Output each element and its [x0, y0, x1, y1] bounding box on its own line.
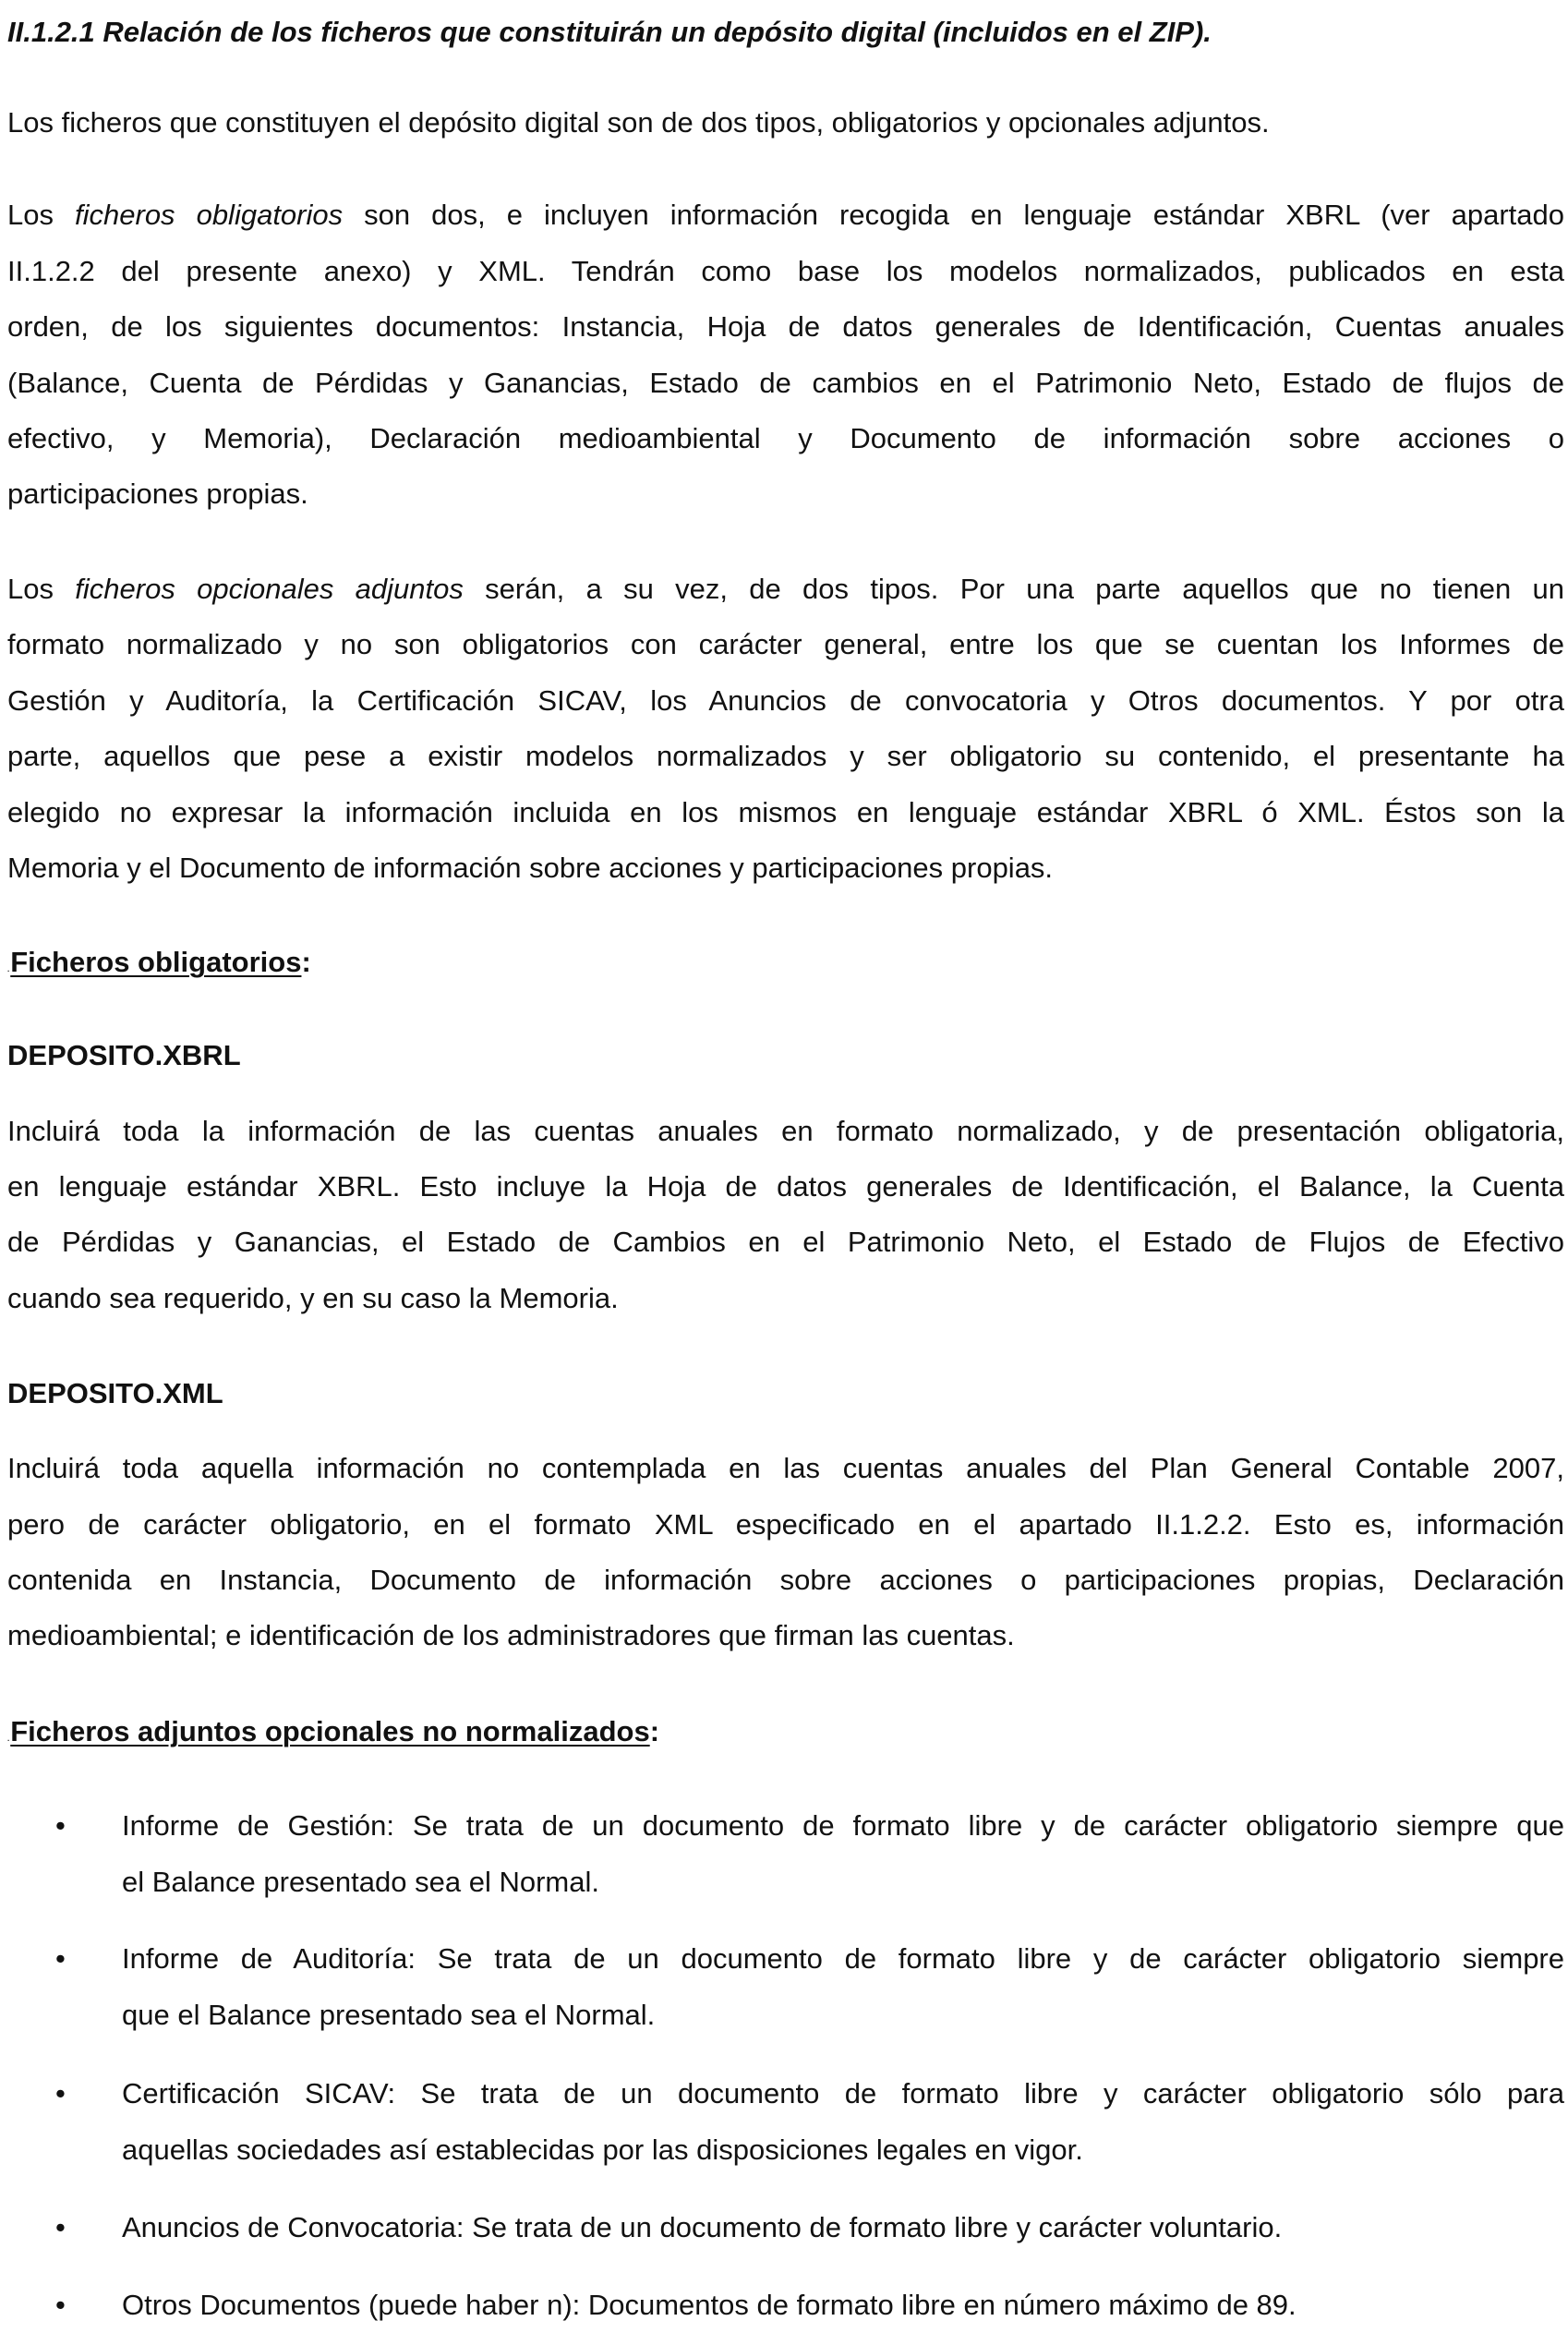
- list-item-text: el Balance presentado sea el Normal.: [122, 1866, 599, 1898]
- bullet-icon: •: [55, 2211, 66, 2243]
- intro-paragraph: Los ficheros que constituyen el depósito digital son de dos tipos, obligatorios y opcionales adjuntos.: [7, 106, 1270, 139]
- paragraph-line: Incluirá toda aquella información no contemplada en las cuentas anuales del Plan General Contable 2007,: [7, 1452, 1564, 1484]
- paragraph-line: contenida en Instancia, Documento de información sobre acciones o participaciones propias, Declaración: [7, 1564, 1564, 1596]
- optional-files-heading: .Ficheros adjuntos opcionales no normalizados:: [7, 1715, 660, 1747]
- list-item-text: Informe de Auditoría: Se trata de un documento de formato libre y de carácter obligatorio siempre: [122, 1942, 1564, 1975]
- paragraph-line: Incluirá toda la información de las cuentas anuales en formato normalizado, y de presentación obligatoria,: [7, 1115, 1564, 1147]
- heading-marker: .: [7, 965, 10, 973]
- term-ficheros-obligatorios: ficheros obligatorios: [75, 199, 344, 231]
- bullet-icon: •: [55, 2077, 66, 2109]
- paragraph-line: Gestión y Auditoría, la Certificación SICAV, los Anuncios de convocatoria y Otros documentos. Y por otra: [7, 684, 1564, 717]
- paragraph-line: Los ficheros obligatorios son dos, e incluyen información recogida en lenguaje estándar XBRL (ver apartado: [7, 199, 1564, 231]
- deposito-xml-title: DEPOSITO.XML: [7, 1377, 223, 1409]
- section-title: II.1.2.1 Relación de los ficheros que constituirán un depósito digital (incluidos en el ZIP).: [7, 16, 1212, 48]
- list-item-text: aquellas sociedades así establecidas por las disposiciones legales en vigor.: [122, 2134, 1083, 2166]
- heading-marker: .: [7, 1735, 10, 1743]
- mandatory-files-heading: .Ficheros obligatorios:: [7, 946, 311, 978]
- deposito-xbrl-title: DEPOSITO.XBRL: [7, 1039, 241, 1071]
- paragraph-line: formato normalizado y no son obligatorios con carácter general, entre los que se cuentan los Informes de: [7, 628, 1564, 660]
- list-item-text: Certificación SICAV: Se trata de un documento de formato libre y carácter obligatorio sólo para: [122, 2077, 1564, 2109]
- paragraph-line: parte, aquellos que pese a existir modelos normalizados y ser obligatorio su contenido, el presentante ha: [7, 740, 1564, 772]
- paragraph-line: Los ficheros opcionales adjuntos serán, a su vez, de dos tipos. Por una parte aquellos que no tienen un: [7, 573, 1564, 605]
- paragraph-line: II.1.2.2 del presente anexo) y XML. Tendrán como base los modelos normalizados, publicados en esta: [7, 255, 1564, 287]
- paragraph-line: orden, de los siguientes documentos: Instancia, Hoja de datos generales de Identificación, Cuentas anuales: [7, 310, 1564, 343]
- paragraph-line: pero de carácter obligatorio, en el formato XML especificado en el apartado II.1.2.2. Esto es, información: [7, 1508, 1564, 1541]
- paragraph-line: medioambiental; e identificación de los administradores que firman las cuentas.: [7, 1619, 1015, 1651]
- paragraph-line: cuando sea requerido, y en su caso la Memoria.: [7, 1282, 619, 1314]
- paragraph-line: participaciones propias.: [7, 477, 308, 510]
- list-item-text: Otros Documentos (puede haber n): Documentos de formato libre en número máximo de 89.: [122, 2289, 1297, 2321]
- list-item-text: Anuncios de Convocatoria: Se trata de un documento de formato libre y carácter voluntario.: [122, 2211, 1283, 2243]
- bullet-icon: •: [55, 1942, 66, 1975]
- paragraph-line: Memoria y el Documento de información sobre acciones y participaciones propias.: [7, 852, 1054, 884]
- bullet-icon: •: [55, 2289, 66, 2321]
- paragraph-line: en lenguaje estándar XBRL. Esto incluye la Hoja de datos generales de Identificación, el Balance, la Cuenta: [7, 1170, 1564, 1203]
- paragraph-line: de Pérdidas y Ganancias, el Estado de Cambios en el Patrimonio Neto, el Estado de Flujos de Efectivo: [7, 1226, 1564, 1258]
- paragraph-line: elegido no expresar la información incluida en los mismos en lenguaje estándar XBRL ó XML. Éstos son la: [7, 796, 1564, 828]
- paragraph-line: efectivo, y Memoria), Declaración medioambiental y Documento de información sobre acciones o: [7, 422, 1564, 454]
- list-item-text: Informe de Gestión: Se trata de un documento de formato libre y de carácter obligatorio siempre que: [122, 1809, 1564, 1842]
- list-item-text: que el Balance presentado sea el Normal.: [122, 1999, 656, 2031]
- term-ficheros-opcionales-adjuntos: ficheros opcionales adjuntos: [75, 573, 464, 605]
- bullet-icon: •: [55, 1809, 66, 1842]
- paragraph-line: (Balance, Cuenta de Pérdidas y Ganancias, Estado de cambios en el Patrimonio Neto, Estado de flujos de: [7, 367, 1564, 399]
